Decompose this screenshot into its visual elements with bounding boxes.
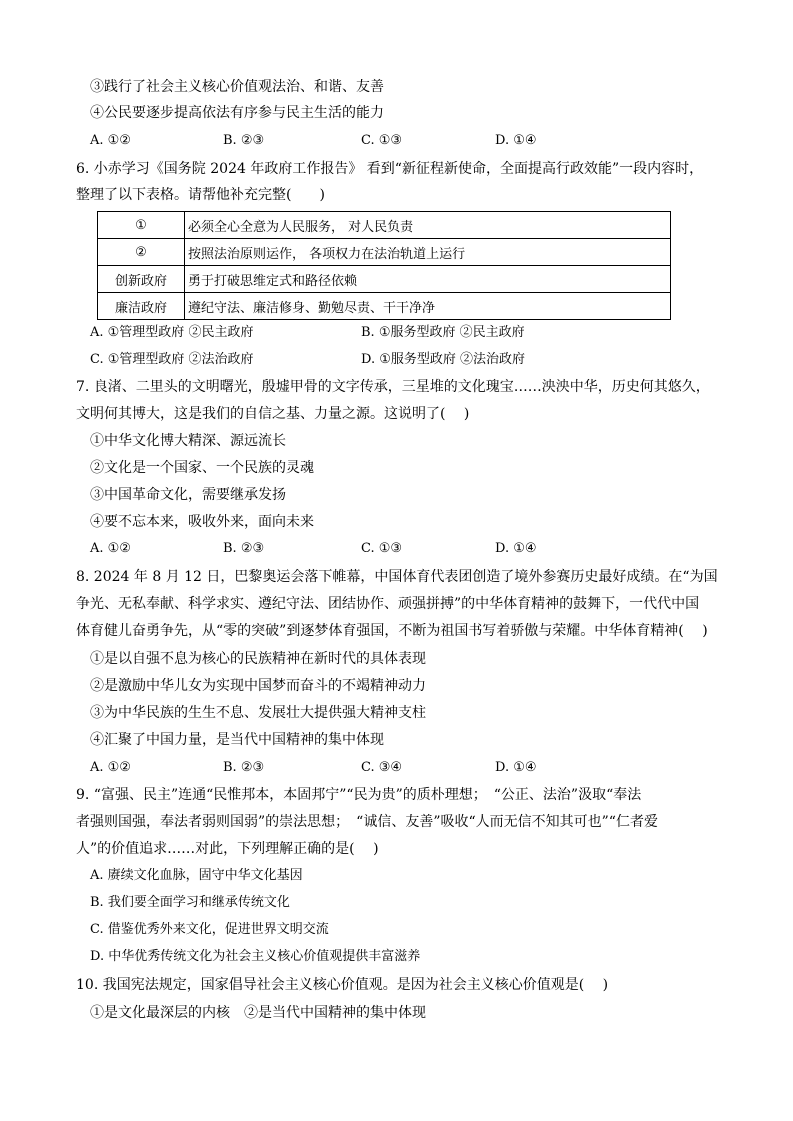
q7-option-d: D. ①④ <box>495 541 537 556</box>
q10-items-line: ①是文化最深层的内核 ②是当代中国精神的集中体现 <box>90 1005 426 1021</box>
q9-stem-line-1: 9. “富强、民主”连通“民惟邦本，本固邦宁”“民为贵”的质朴理想； “公正、法治”汲取“奉法 <box>76 787 642 803</box>
table-cell-value: 遵纪守法、廉洁修身、勤勉尽责、干干净净 <box>185 293 671 320</box>
q8-stem-line-3: 体育健儿奋勇争先，从“零的突破”到逐梦体育强国，不断为祖国书写着骄傲与荣耀。中华体育精神( ) <box>76 623 708 639</box>
table-cell-key: 创新政府 <box>98 266 185 293</box>
q8-stem-line-2: 争光、无私奉献、科学求实、遵纪守法、团结协作、顽强拼搏”的中华体育精神的鼓舞下，一代代中国 <box>76 596 700 612</box>
q6-option-d: D. ①服务型政府 ②法治政府 <box>361 352 526 367</box>
table-row <box>98 239 671 266</box>
q7-item-4: ④要不忘本来，吸收外来，面向未来 <box>90 514 314 530</box>
q7-option-c: C. ①③ <box>361 541 403 556</box>
q6-table <box>97 211 671 320</box>
table-cell-key: ① <box>98 212 185 239</box>
table-row <box>98 293 671 320</box>
table-row <box>98 212 671 239</box>
q5-option-d: D. ①④ <box>495 133 537 148</box>
q5-option-a: A. ①② <box>90 133 131 148</box>
q8-stem-line-1: 8. 2024 年 8 月 12 日，巴黎奥运会落下帷幕，中国体育代表团创造了境外参赛历史最好成绩。在“为国 <box>76 569 718 585</box>
q9-stem-line-2: 者强则国强，奉法者弱则国弱”的崇法思想； “诚信、友善”吸收“人而无信不知其可也”“仁者爱 <box>76 814 658 830</box>
q8-item-1: ①是以自强不息为核心的民族精神在新时代的具体表现 <box>90 651 426 667</box>
q7-option-a: A. ①② <box>90 541 131 556</box>
q6-stem-line-1: 6. 小赤学习《国务院 2024 年政府工作报告》 看到“新征程新使命，全面提高行政效能”一段内容时， <box>76 161 704 177</box>
q9-option-b: B. 我们要全面学习和继承传统文化 <box>90 895 290 910</box>
q7-stem-line-1: 7. 良渚、二里头的文明曙光，殷墟甲骨的文字传承，三星堆的文化瑰宝……泱泱中华，历史何其悠久， <box>76 379 710 395</box>
q8-option-c: C. ③④ <box>361 760 403 775</box>
q6-option-b: B. ①服务型政府 ②民主政府 <box>361 325 525 340</box>
q5-option-b: B. ②③ <box>223 133 265 148</box>
q7-option-b: B. ②③ <box>223 541 265 556</box>
q6-option-c: C. ①管理型政府 ②法治政府 <box>90 352 254 367</box>
q8-option-a: A. ①② <box>90 760 131 775</box>
q8-option-b: B. ②③ <box>223 760 265 775</box>
q7-item-2: ②文化是一个国家、一个民族的灵魂 <box>90 460 314 476</box>
q9-option-c: C. 借鉴优秀外来文化，促进世界文明交流 <box>90 922 329 937</box>
q5-item-3: ③践行了社会主义核心价值观法治、和谐、友善 <box>90 79 384 95</box>
table-cell-key: 廉洁政府 <box>98 293 185 320</box>
q6-stem-line-2: 整理了以下表格。请帮他补充完整( ) <box>76 187 325 203</box>
table-cell-value: 必须全心全意为人民服务， 对人民负责 <box>185 212 671 239</box>
q7-stem-line-2: 文明何其博大，这是我们的自信之基、力量之源。这说明了( ) <box>76 406 470 422</box>
q7-item-1: ①中华文化博大精深、源远流长 <box>90 433 286 449</box>
q5-item-4: ④公民要逐步提高依法有序参与民主生活的能力 <box>90 105 384 121</box>
q8-item-4: ④汇聚了中国力量，是当代中国精神的集中体现 <box>90 732 384 748</box>
q7-item-3: ③中国革命文化，需要继承发扬 <box>90 487 286 503</box>
q9-stem-line-3: 人”的价值追求……对此，下列理解正确的是( ) <box>76 841 379 857</box>
q8-item-3: ③为中华民族的生生不息、发展壮大提供强大精神支柱 <box>90 705 426 721</box>
q5-option-c: C. ①③ <box>361 133 403 148</box>
q10-stem-line-1: 10. 我国宪法规定，国家倡导社会主义核心价值观。是因为社会主义核心价值观是( ) <box>76 977 609 993</box>
q8-option-d: D. ①④ <box>495 760 537 775</box>
q9-option-d: D. 中华优秀传统文化为社会主义核心价值观提供丰富滋养 <box>90 949 421 964</box>
table-cell-value: 按照法治原则运作， 各项权力在法治轨道上运行 <box>185 239 671 266</box>
q9-option-a: A. 赓续文化血脉，固守中华文化基因 <box>90 868 303 883</box>
table-cell-key: ② <box>98 239 185 266</box>
table-cell-value: 勇于打破思维定式和路径依赖 <box>185 266 671 293</box>
q8-item-2: ②是激励中华儿女为实现中国梦而奋斗的不竭精神动力 <box>90 678 426 694</box>
q6-option-a: A. ①管理型政府 ②民主政府 <box>90 325 254 340</box>
table-row <box>98 266 671 293</box>
